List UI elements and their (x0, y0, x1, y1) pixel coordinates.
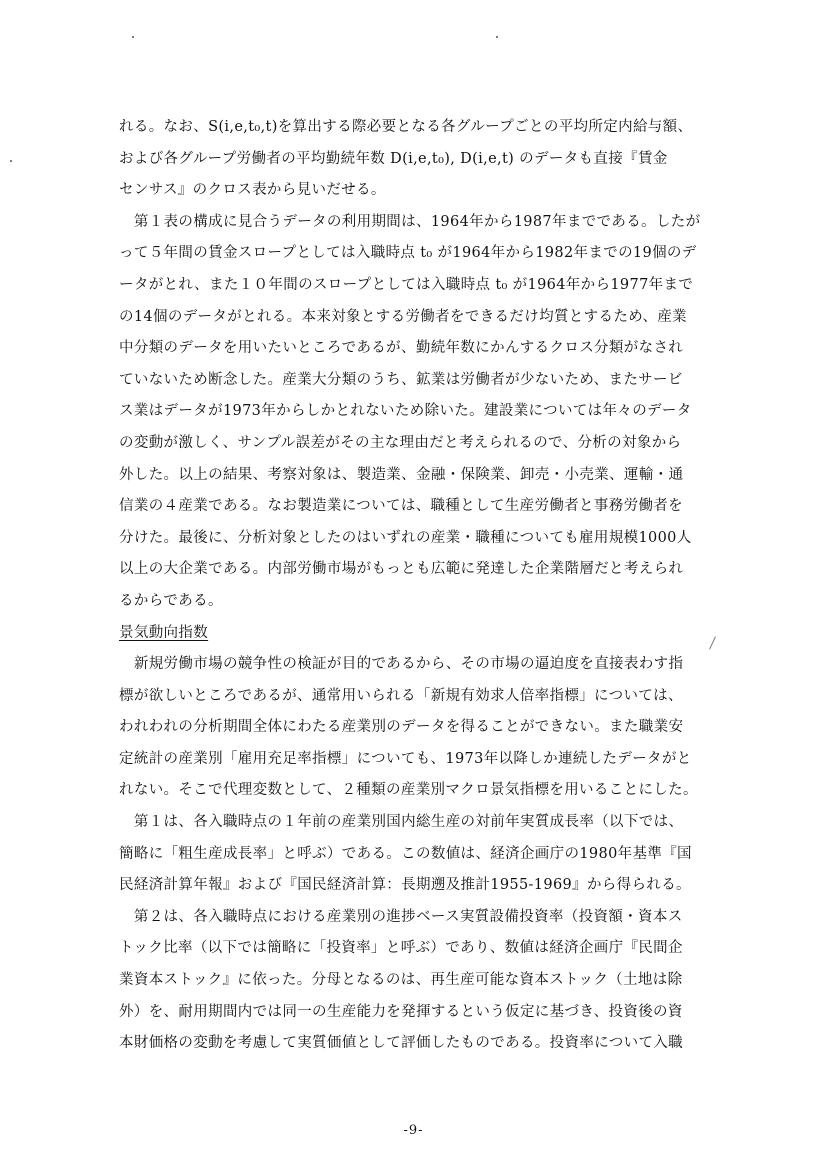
text-line: 新規労働市場の競争性の検証が目的であるから、その市場の逼迫度を直接表わす指 (119, 656, 684, 673)
text-line: 以上の大企業である。内部労働市場がもっとも広範に発達した企業階層だと考えられ (119, 561, 684, 578)
text-line: われわれの分析期間全体にわたる産業別のデータを得ることができない。また職業安 (119, 719, 684, 736)
text-line: ス業はデータが1973年からしかとれないため除いた。建設業については年々のデータ (119, 403, 692, 420)
text-line: 第２は、各入職時点における産業別の進捗ベース実質設備投資率（投資額・資本ス (119, 908, 683, 925)
text-line: の変動が激しく、サンプル誤差がその主な理由だと考えられるので、分析の対象から (119, 434, 682, 451)
text-line: 第１表の構成に見合うデータの利用期間は、1964年から1987年までである。したが (119, 213, 701, 230)
text-line: るからである。 (119, 592, 223, 609)
body-text (119, 112, 719, 1060)
text-line: 定統計の産業別「雇用充足率指標」についても、1973年以降しか連続したデータがと (119, 750, 692, 767)
scan-speck (496, 36, 498, 38)
text-line: トック比率（以下では簡略に「投資率」と呼ぶ）であり、数値は経済企画庁『民間企 (119, 940, 683, 957)
text-line: 信業の４産業である。なお製造業については、職種として生産労働者と事務労働者を (119, 498, 684, 515)
text-line: 民経済計算年報』および『国民経済計算：長期遡及推計1955-1969』から得られる。 (119, 877, 691, 894)
section-heading: 景気動向指数 (119, 624, 209, 641)
text-line: 簡略に「粗生産成長率」と呼ぶ）である。この数値は、経済企画庁の1980年基準『国 (119, 845, 692, 862)
page-number: -9- (403, 1123, 424, 1138)
text-line: 中分類のデータを用いたいところであるが、勤続年数にかんするクロス分類がなされ (119, 340, 684, 357)
text-line: 標が欲しいところであるが、通常用いられる「新規有効求人倍率指標」については、 (119, 687, 683, 704)
text-line: 第１は、各入職時点の１年前の産業別国内総生産の対前年実質成長率（以下では、 (119, 814, 684, 831)
text-line: 分けた。最後に、分析対象としたのはいずれの産業・職種についても雇用規模1000人 (119, 529, 692, 546)
text-line: って５年間の賃金スロープとしては入職時点 t₀ が1964年から1982年までの19個のデ (119, 245, 697, 262)
text-line: 外）を、耐用期間内では同一の生産能力を発揮するという仮定に基づき、投資後の資 (119, 1003, 683, 1020)
text-line: 本財価格の変動を考慮して実質価値として評価したものである。投資率について入職 (119, 1035, 684, 1052)
text-line: および各グループ労働者の平均勤続年数 D(i,e,t₀), D(i,e,t) のデータも直接『賃金 (119, 150, 668, 167)
text-line: れる。なお、S(i,e,t₀,t)を算出する際必要となる各グループごとの平均所定内給与額、 (119, 119, 693, 135)
scan-speck (10, 160, 12, 162)
text-line: れない。そこで代理変数として、２種類の産業別マクロ景気指標を用いることにした。 (119, 782, 698, 799)
text-line: ータがとれ、また１０年間のスロープとしては入職時点 t₀ が1964年から1977年まで (119, 276, 694, 293)
text-line: 外した。以上の結果、考察対象は、製造業、金融・保険業、卸売・小売業、運輸・通 (119, 466, 684, 483)
text-line: 業資本ストック』に依った。分母となるのは、再生産可能な資本ストック（土地は除 (119, 972, 683, 989)
text-line: の14個のデータがとれる。本来対象とする労働者をできるだけ均質とするため、産業 (119, 308, 688, 325)
text-line: センサス』のクロス表から見いだせる。 (119, 182, 386, 199)
text-line: ていないため断念した。産業大分類のうち、鉱業は労働者が少ないため、またサービ (119, 371, 683, 388)
scan-speck (132, 36, 134, 38)
